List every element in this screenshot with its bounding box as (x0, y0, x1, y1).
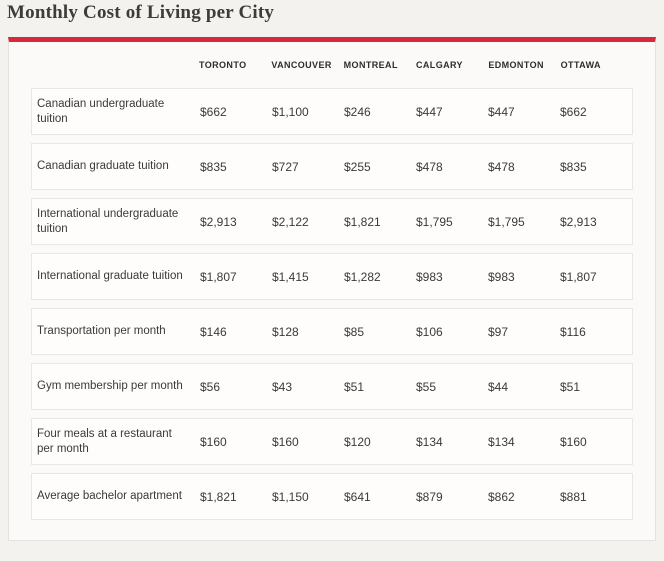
table-cell: $1,415 (272, 269, 309, 284)
table-cell: $116 (560, 324, 586, 339)
table-cell: $44 (488, 379, 509, 394)
table-cell: $641 (344, 489, 371, 504)
table-cell: $447 (416, 104, 443, 119)
table-header-row (31, 42, 633, 88)
table-cell: $447 (488, 104, 515, 119)
table-cell: $43 (272, 379, 293, 394)
cost-of-living-table (8, 37, 656, 541)
table-cell: $862 (488, 489, 515, 504)
column-header-edmonton: EDMONTON (488, 60, 544, 70)
column-header-vancouver: VANCOUVER (271, 60, 332, 70)
column-header-ottawa: OTTAWA (560, 60, 601, 70)
table-cell: $983 (488, 269, 515, 284)
table-cell: $255 (344, 159, 371, 174)
table-cell: $835 (560, 159, 587, 174)
table-cell: $134 (488, 434, 515, 449)
table-cell: $120 (344, 434, 371, 449)
table-cell: $246 (344, 104, 371, 119)
row-label: Gym membership per month (37, 380, 183, 393)
table-cell: $1,807 (560, 269, 597, 284)
table-cell: $128 (272, 324, 299, 339)
table-cell: $1,282 (344, 269, 381, 284)
table-cell: $134 (416, 434, 443, 449)
table-cell: $835 (200, 159, 227, 174)
table-cell: $478 (488, 159, 515, 174)
table-cell: $662 (560, 104, 587, 119)
table-cell: $85 (344, 324, 365, 339)
table-cell: $146 (200, 324, 227, 339)
table-cell: $881 (560, 489, 587, 504)
row-label: Average bachelor apartment (37, 490, 182, 503)
table-row (31, 253, 633, 300)
table-row (31, 143, 633, 190)
table-cell: $478 (416, 159, 443, 174)
column-header-montreal: MONTREAL (343, 60, 398, 70)
table-cell: $1,795 (416, 214, 453, 229)
page-title: Monthly Cost of Living per City (7, 2, 275, 23)
table-row (31, 308, 633, 355)
table-cell: $160 (272, 434, 299, 449)
row-label: Canadian graduate tuition (37, 160, 169, 173)
table-cell: $1,807 (200, 269, 237, 284)
table-cell: $1,821 (344, 214, 381, 229)
table-cell: $97 (488, 324, 509, 339)
table-cell: $2,913 (200, 214, 237, 229)
row-label: International graduate tuition (37, 270, 183, 283)
row-label: Canadian undergraduate tuition (37, 97, 165, 125)
table-row (31, 363, 633, 410)
row-label: Transportation per month (37, 325, 166, 338)
table-cell: $1,150 (272, 489, 309, 504)
table-row (31, 418, 633, 465)
table-cell: $2,913 (560, 214, 597, 229)
table-cell: $106 (416, 324, 443, 339)
column-header-toronto: TORONTO (199, 60, 247, 70)
table-cell: $1,795 (488, 214, 525, 229)
table-cell: $983 (416, 269, 443, 284)
table-cell: $160 (200, 434, 227, 449)
table-row (31, 88, 633, 135)
table-row (31, 473, 633, 520)
table-cell: $55 (416, 379, 437, 394)
table-cell: $160 (560, 434, 587, 449)
table-row (31, 198, 633, 245)
table-cell: $879 (416, 489, 443, 504)
row-label: Four meals at a restaurant per month (37, 427, 172, 455)
table-cell: $56 (200, 379, 221, 394)
table-cell: $1,821 (200, 489, 237, 504)
row-label: International undergraduate tuition (37, 207, 179, 235)
table-cell: $51 (560, 379, 581, 394)
table-cell: $1,100 (272, 104, 309, 119)
table-cell: $51 (344, 379, 365, 394)
table-cell: $662 (200, 104, 227, 119)
table-cell: $727 (272, 159, 299, 174)
table-cell: $2,122 (272, 214, 309, 229)
column-header-calgary: CALGARY (416, 60, 463, 70)
